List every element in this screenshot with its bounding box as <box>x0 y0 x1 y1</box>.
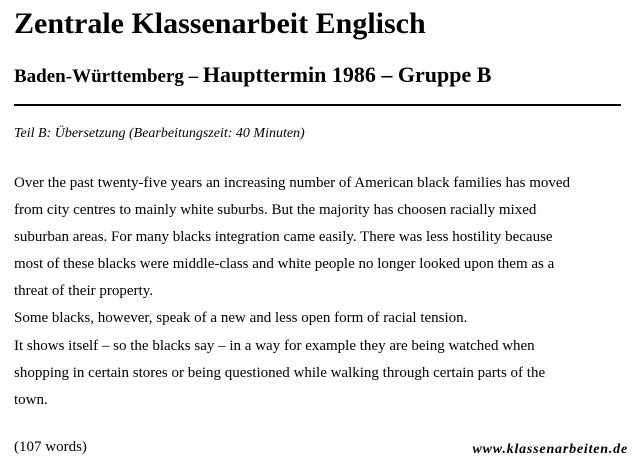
text-line: suburban areas. For many blacks integration came easily. There was less hostility because <box>14 229 553 246</box>
text-line: Some blacks, however, speak of a new and less open form of racial tension. <box>14 310 468 327</box>
text-line: threat of their property. <box>14 283 153 300</box>
text-line: Over the past twenty-five years an increasing number of American black families has moved <box>14 175 571 191</box>
text-line: town. <box>14 391 48 408</box>
header-divider <box>14 104 621 106</box>
text-line: most of these blacks were middle-class and white people no longer looked upon them as a <box>14 256 555 273</box>
text-line: shopping in certain stores or being questioned while walking through certain parts of the <box>14 364 546 381</box>
document-title: Zentrale Klassenarbeit Englisch <box>14 7 426 40</box>
document-subtitle <box>14 60 491 93</box>
website-watermark: www.klassenarbeiten.de <box>472 442 628 457</box>
subtitle-exam: Haupttermin 1986 – Gruppe B <box>202 62 492 87</box>
text-line: It shows itself – so the blacks say – in a way for example they are being watched when <box>14 337 535 354</box>
word-count: (107 words) <box>14 439 87 455</box>
section-label: Teil B: Übersetzung (Bearbeitungszeit: 40 Minuten) <box>14 126 305 141</box>
text-line: from city centres to mainly white suburbs. But the majority has choosen racially mixed <box>14 202 537 219</box>
translation-text <box>14 170 614 414</box>
subtitle-region: Baden-Württemberg – <box>14 66 203 87</box>
